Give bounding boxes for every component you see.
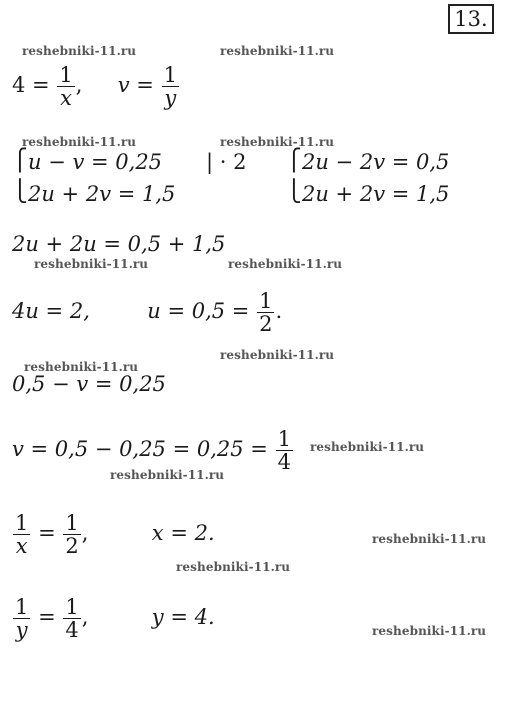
numerator: 1 (163, 63, 177, 87)
expr-v-calc: v = 0,5 − 0,25 = 0,25 = (12, 437, 268, 462)
denominator: y (164, 86, 177, 111)
result-y-eq-4: y = 4. (151, 605, 215, 630)
system2-equation-2: 2u + 2v = 1,5 (302, 182, 450, 206)
brace-bottom: ⎩ (12, 179, 28, 203)
equation-line-4 (12, 290, 282, 335)
expr-4-eq: 4 = (12, 73, 50, 98)
watermark: reshebniki-11.ru (22, 135, 137, 149)
problem-number: 13. (448, 4, 494, 34)
fraction-1-over-y (13, 596, 30, 641)
fraction-1-over-y (162, 64, 179, 109)
watermark: reshebniki-11.ru (220, 348, 335, 362)
fraction-1-over-x (13, 512, 30, 557)
numerator: 1 (277, 427, 291, 451)
system-of-equations-2 (286, 150, 486, 210)
equation-line-3: 2u + 2u = 0,5 + 1,5 (12, 232, 226, 256)
numerator: 1 (15, 595, 29, 619)
fraction-1-over-4 (63, 596, 80, 641)
watermark: reshebniki-11.ru (22, 44, 137, 58)
comma: , (81, 521, 89, 546)
numerator: 1 (65, 595, 79, 619)
brace-bottom: ⎩ (286, 179, 302, 203)
comma: , (81, 605, 89, 630)
equation-line-6 (12, 428, 294, 473)
watermark: reshebniki-11.ru (372, 624, 487, 638)
period: . (275, 299, 283, 324)
expr-u-eq: u = 0,5 = (147, 299, 250, 324)
equation-line-5: 0,5 − v = 0,25 (12, 372, 166, 396)
numerator: 1 (65, 511, 79, 535)
fraction-1-over-2 (257, 290, 274, 335)
watermark: reshebniki-11.ru (310, 440, 425, 454)
fraction-1-over-x (57, 64, 74, 109)
denominator: 4 (65, 618, 79, 643)
denominator: x (15, 534, 28, 559)
equation-line-7 (12, 512, 215, 557)
numerator: 1 (59, 63, 73, 87)
denominator: 2 (259, 312, 273, 337)
expr-v-eq: v = (117, 73, 154, 98)
equals-sign: = (38, 521, 56, 546)
denominator: x (60, 86, 72, 111)
fraction-1-over-4 (276, 428, 293, 473)
numerator: 1 (259, 289, 273, 313)
brace-top: ⎧ (286, 148, 302, 172)
system-of-equations-1 (12, 150, 272, 210)
denominator: y (15, 618, 28, 643)
multiply-by-2-note: | · 2 (206, 150, 247, 174)
comma: , (75, 73, 83, 98)
numerator: 1 (15, 511, 29, 535)
equation-line-8 (12, 596, 215, 641)
watermark: reshebniki-11.ru (228, 257, 343, 271)
watermark: reshebniki-11.ru (220, 44, 335, 58)
watermark: reshebniki-11.ru (372, 532, 487, 546)
denominator: 4 (277, 450, 291, 475)
result-x-eq-2: x = 2. (151, 521, 215, 546)
denominator: 2 (65, 534, 79, 559)
equals-sign: = (38, 605, 56, 630)
system1-equation-1: u − v = 0,25 (28, 150, 163, 174)
watermark: reshebniki-11.ru (34, 257, 149, 271)
watermark: reshebniki-11.ru (176, 560, 291, 574)
watermark: reshebniki-11.ru (110, 468, 225, 482)
watermark: reshebniki-11.ru (220, 135, 335, 149)
equation-line-1 (12, 64, 180, 109)
system1-equation-2: 2u + 2v = 1,5 (28, 182, 176, 206)
system2-equation-1: 2u − 2v = 0,5 (302, 150, 450, 174)
expr-4u-eq-2: 4u = 2, (12, 299, 90, 324)
brace-top: ⎧ (12, 148, 28, 172)
watermark: reshebniki-11.ru (24, 360, 139, 374)
fraction-1-over-2 (63, 512, 80, 557)
